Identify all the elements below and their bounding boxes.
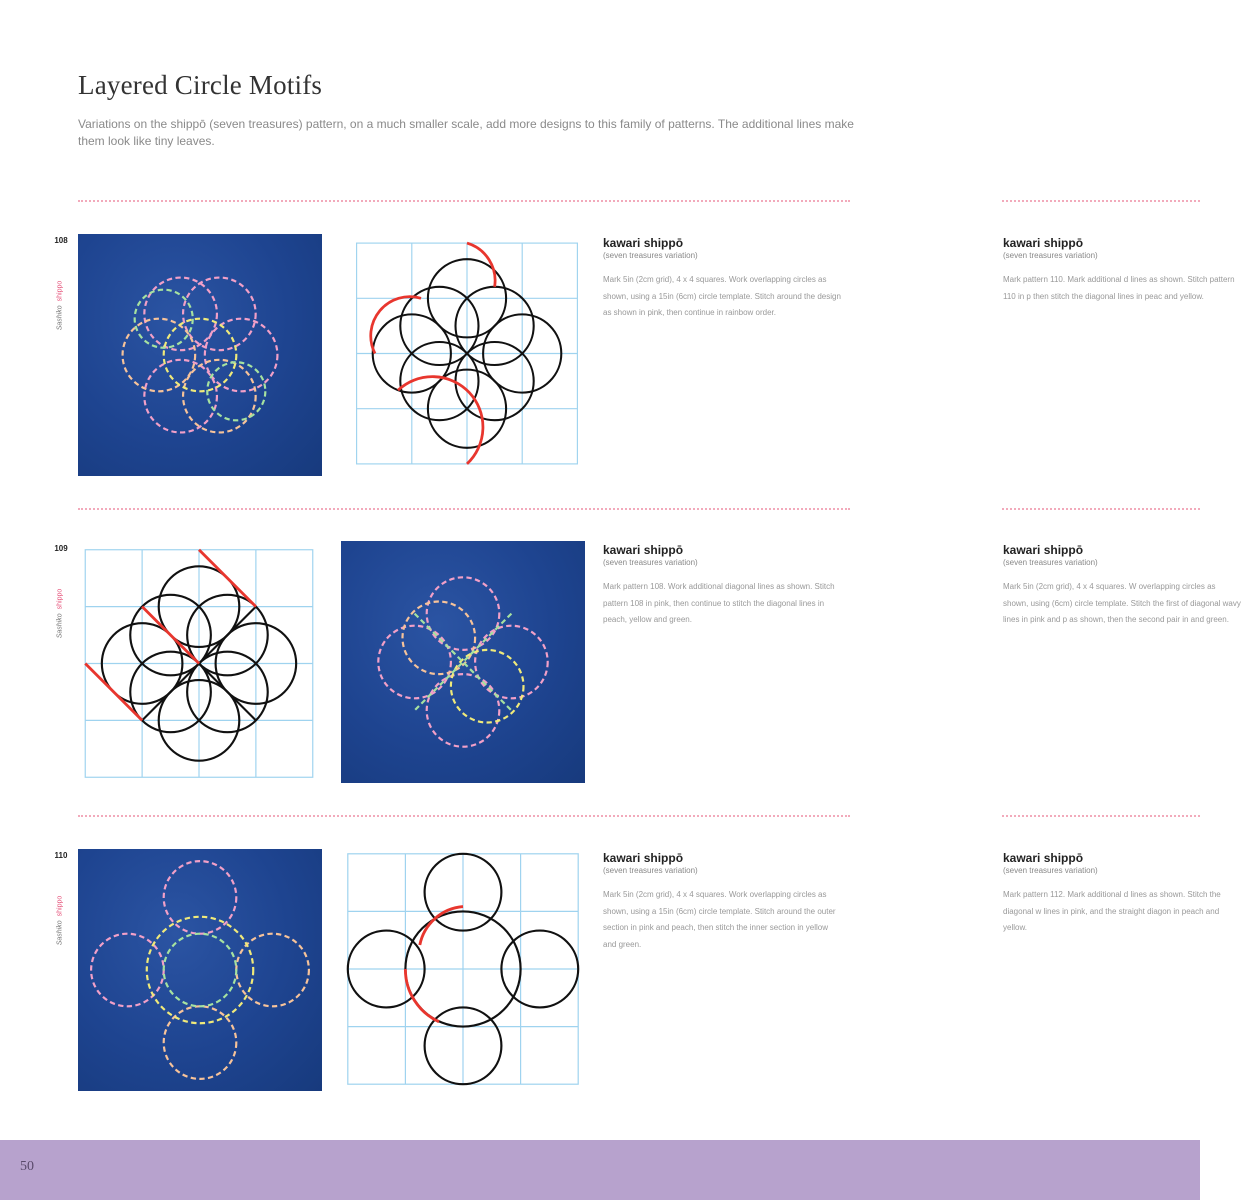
pattern-subtitle: (seven treasures variation): [603, 866, 698, 875]
page-number: 50: [20, 1159, 34, 1174]
pattern-number: 108: [54, 236, 68, 245]
diagram-svg: [352, 237, 582, 470]
pattern-instructions: Mark 5in (2cm grid), 4 x 4 squares. Work overlapping circles as shown, using a 15in (6cm) circle template. Stitch around the outer section in pink and peach, then stitch the inner section in yellow and green.: [603, 890, 836, 949]
pattern-instructions: Mark pattern 112. Mark additional d lines as shown. Stitch the diagonal w lines in pink, and the straight diagon in peach and yellow.: [1003, 890, 1221, 932]
stitched-sample-photo: [78, 849, 322, 1091]
pattern-number: 110: [54, 851, 68, 860]
stitched-sample-photo: [341, 541, 585, 783]
diagram-svg: [80, 545, 318, 782]
divider: [78, 508, 850, 510]
pattern-subtitle: (seven treasures variation): [1003, 866, 1098, 875]
stitch-pattern-svg: [341, 541, 585, 783]
pattern-instructions: Mark pattern 108. Work additional diagonal lines as shown. Stitch pattern 108 in pink, then continue to stitch the diagonal lines in peach, yellow and green.: [603, 582, 835, 624]
pattern-diagram: [352, 237, 582, 470]
diagram-svg: [342, 849, 584, 1089]
pattern-name: kawari shippō: [1003, 236, 1084, 250]
side-caption-accent: shippo: [56, 280, 64, 301]
side-caption: [52, 865, 68, 975]
stitch-pattern-svg: [78, 849, 322, 1091]
pattern-name: kawari shippō: [603, 543, 684, 557]
pattern-name: kawari shippō: [603, 236, 684, 250]
pattern-subtitle: (seven treasures variation): [1003, 558, 1098, 567]
pattern-instructions: Mark pattern 110. Mark additional d lines as shown. Stitch pattern 110 in p then stitch the diagonal lines in peac and yellow.: [1003, 275, 1235, 301]
divider: [78, 200, 850, 202]
pattern-instructions: Mark 5in (2cm grid), 4 x 4 squares. W overlapping circles as shown, using (6cm) circle template. Stitch the first of diagonal wavy lines in pink and p as shown, then the second pair in and green.: [1003, 582, 1241, 624]
pattern-subtitle: (seven treasures variation): [603, 558, 698, 567]
side-caption-accent: shippo: [56, 895, 64, 916]
right-description-block: [1003, 543, 1241, 629]
divider: [1002, 508, 1200, 510]
pattern-name: kawari shippō: [1003, 543, 1084, 557]
side-caption-text: Sashiko: [56, 612, 64, 638]
right-description-block: [1003, 851, 1221, 937]
divider: [1002, 200, 1200, 202]
side-caption-text: Sashiko: [56, 919, 64, 945]
pattern-name: kawari shippō: [1003, 851, 1084, 865]
side-caption-accent: shippo: [56, 588, 64, 609]
stitched-sample-photo: [78, 234, 322, 476]
pattern-subtitle: (seven treasures variation): [1003, 251, 1098, 260]
pattern-diagram: [80, 545, 318, 782]
pattern-subtitle: (seven treasures variation): [603, 251, 698, 260]
pattern-description-block: [603, 543, 843, 629]
right-description-block: [1003, 236, 1235, 305]
pattern-number: 109: [54, 544, 68, 553]
stitch-pattern-svg: [78, 234, 322, 476]
side-caption-text: Sashiko: [56, 304, 64, 330]
pattern-name: kawari shippō: [603, 851, 684, 865]
divider: [78, 815, 850, 817]
page-footer-band: [0, 1140, 1200, 1200]
side-caption: [52, 250, 68, 360]
divider: [1002, 815, 1200, 817]
pattern-description-block: [603, 236, 843, 322]
page-intro: Variations on the shippō (seven treasures) pattern, on a much smaller scale, add more designs to this family of patterns. The additional lines make them look like tiny leaves.: [78, 117, 854, 148]
side-caption: [52, 558, 68, 668]
pattern-description-block: [603, 851, 843, 953]
page-title: Layered Circle Motifs: [78, 70, 323, 100]
pattern-diagram: [342, 849, 584, 1089]
pattern-instructions: Mark 5in (2cm grid), 4 x 4 squares. Work overlapping circles as shown, using a 15in (6cm) circle template. Stitch around the design as shown in pink, then continue in rainbow order.: [603, 275, 841, 317]
